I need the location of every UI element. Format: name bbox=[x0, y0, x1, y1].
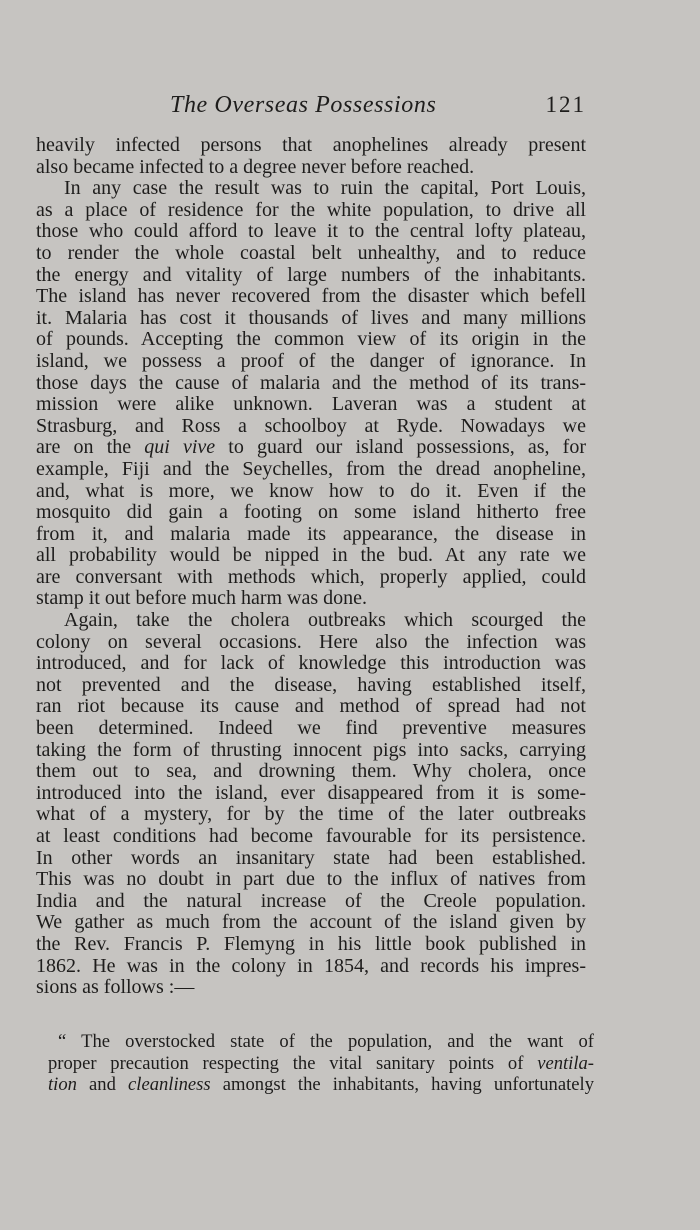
text-line: heavily infected persons that anophelines already present bbox=[36, 135, 586, 156]
text-line: of pounds. Accepting the common view of its origin in the bbox=[36, 329, 586, 351]
text-line: been determined. Indeed we find preventive measures bbox=[36, 718, 586, 740]
running-title: The Overseas Possessions bbox=[170, 92, 437, 118]
text-line: stamp it out before much harm was done. bbox=[36, 588, 368, 610]
text-line: mission were alike unknown. Laveran was a student at bbox=[36, 394, 586, 416]
text-line: to render the whole coastal belt unhealthy, and to reduce bbox=[36, 242, 586, 264]
text-line: at least conditions had become favourable for its persistence. bbox=[36, 826, 586, 847]
text-line: from it, and malaria made its appearance, the disease in bbox=[36, 523, 586, 545]
italic-phrase: qui vive bbox=[144, 437, 216, 459]
text-line: what of a mystery, for by the time of the later outbreaks bbox=[36, 804, 586, 826]
text-line: In other words an insanitary state had been established. bbox=[36, 847, 586, 869]
text-line: those days the cause of malaria and the method of its trans- bbox=[36, 372, 586, 394]
text-line: Strasburg, and Ross a schoolboy at Ryde. Nowadays we bbox=[36, 415, 586, 437]
text-line: example, Fiji and the Seychelles, from the dread anopheline, bbox=[36, 458, 586, 480]
text-line: In any case the result was to ruin the capital, Port Louis, bbox=[64, 178, 586, 200]
text-line: them out to sea, and drowning them. Why cholera, once bbox=[36, 761, 586, 783]
text-line: not prevented and the disease, having established itself, bbox=[36, 674, 586, 696]
text-segment: are on the bbox=[36, 437, 145, 459]
text-line: India and the natural increase of the Creole population. bbox=[36, 890, 586, 912]
text-segment: and bbox=[76, 1074, 129, 1096]
italic-phrase: ventila- bbox=[537, 1052, 594, 1074]
text-line: We gather as much from the account of the island given by bbox=[36, 912, 586, 934]
text-segment: amongst the inhabitants, having unfortunately bbox=[210, 1074, 594, 1096]
text-line: and, what is more, we know how to do it. Even if the bbox=[36, 480, 586, 502]
text-line bbox=[36, 437, 586, 459]
quote-line bbox=[48, 1074, 594, 1096]
quote-line: “ The overstocked state of the population, and the want of bbox=[58, 1031, 594, 1052]
text-line: those who could afford to leave it to the central lofty plateau, bbox=[36, 221, 586, 243]
quote-line bbox=[48, 1053, 594, 1075]
text-line: The island has never recovered from the disaster which befell bbox=[36, 286, 586, 308]
text-line: ran riot because its cause and method of spread had not bbox=[36, 696, 586, 718]
text-line: sions as follows :— bbox=[36, 977, 195, 999]
text-line: taking the form of thrusting innocent pigs into sacks, carrying bbox=[36, 739, 586, 761]
text-line: introduced into the island, ever disappeared from it is some- bbox=[36, 782, 586, 804]
text-line: introduced, and for lack of knowledge this introduction was bbox=[36, 653, 586, 675]
text-line: the energy and vitality of large numbers of the inhabitants. bbox=[36, 264, 586, 286]
page-number: 121 bbox=[545, 92, 586, 117]
italic-phrase: tion bbox=[48, 1074, 77, 1096]
text-line: also became infected to a degree never before reached. bbox=[36, 156, 475, 178]
block-quote bbox=[48, 1031, 594, 1096]
text-segment: to guard our island possessions, as, for bbox=[215, 437, 586, 459]
text-line: it. Malaria has cost it thousands of lives and many millions bbox=[36, 307, 586, 329]
text-line: Again, take the cholera outbreaks which scourged the bbox=[64, 610, 586, 632]
text-line: mosquito did gain a footing on some island hitherto free bbox=[36, 502, 586, 524]
text-line: 1862. He was in the colony in 1854, and records his impres- bbox=[36, 955, 586, 977]
text-line: island, we possess a proof of the danger of ignorance. In bbox=[36, 350, 586, 372]
text-line: This was no doubt in part due to the influx of natives from bbox=[36, 869, 586, 891]
text-line: colony on several occasions. Here also the infection was bbox=[36, 631, 586, 653]
page-header bbox=[36, 92, 586, 122]
text-segment: proper precaution respecting the vital sanitary points of bbox=[48, 1052, 538, 1074]
body-text bbox=[36, 135, 586, 999]
text-line: are conversant with methods which, properly applied, could bbox=[36, 566, 586, 588]
text-line: all probability would be nipped in the bud. At any rate we bbox=[36, 545, 586, 567]
italic-phrase: cleanliness bbox=[128, 1074, 211, 1096]
text-line: as a place of residence for the white population, to drive all bbox=[36, 199, 586, 221]
text-line: the Rev. Francis P. Flemyng in his little book published in bbox=[36, 933, 586, 955]
